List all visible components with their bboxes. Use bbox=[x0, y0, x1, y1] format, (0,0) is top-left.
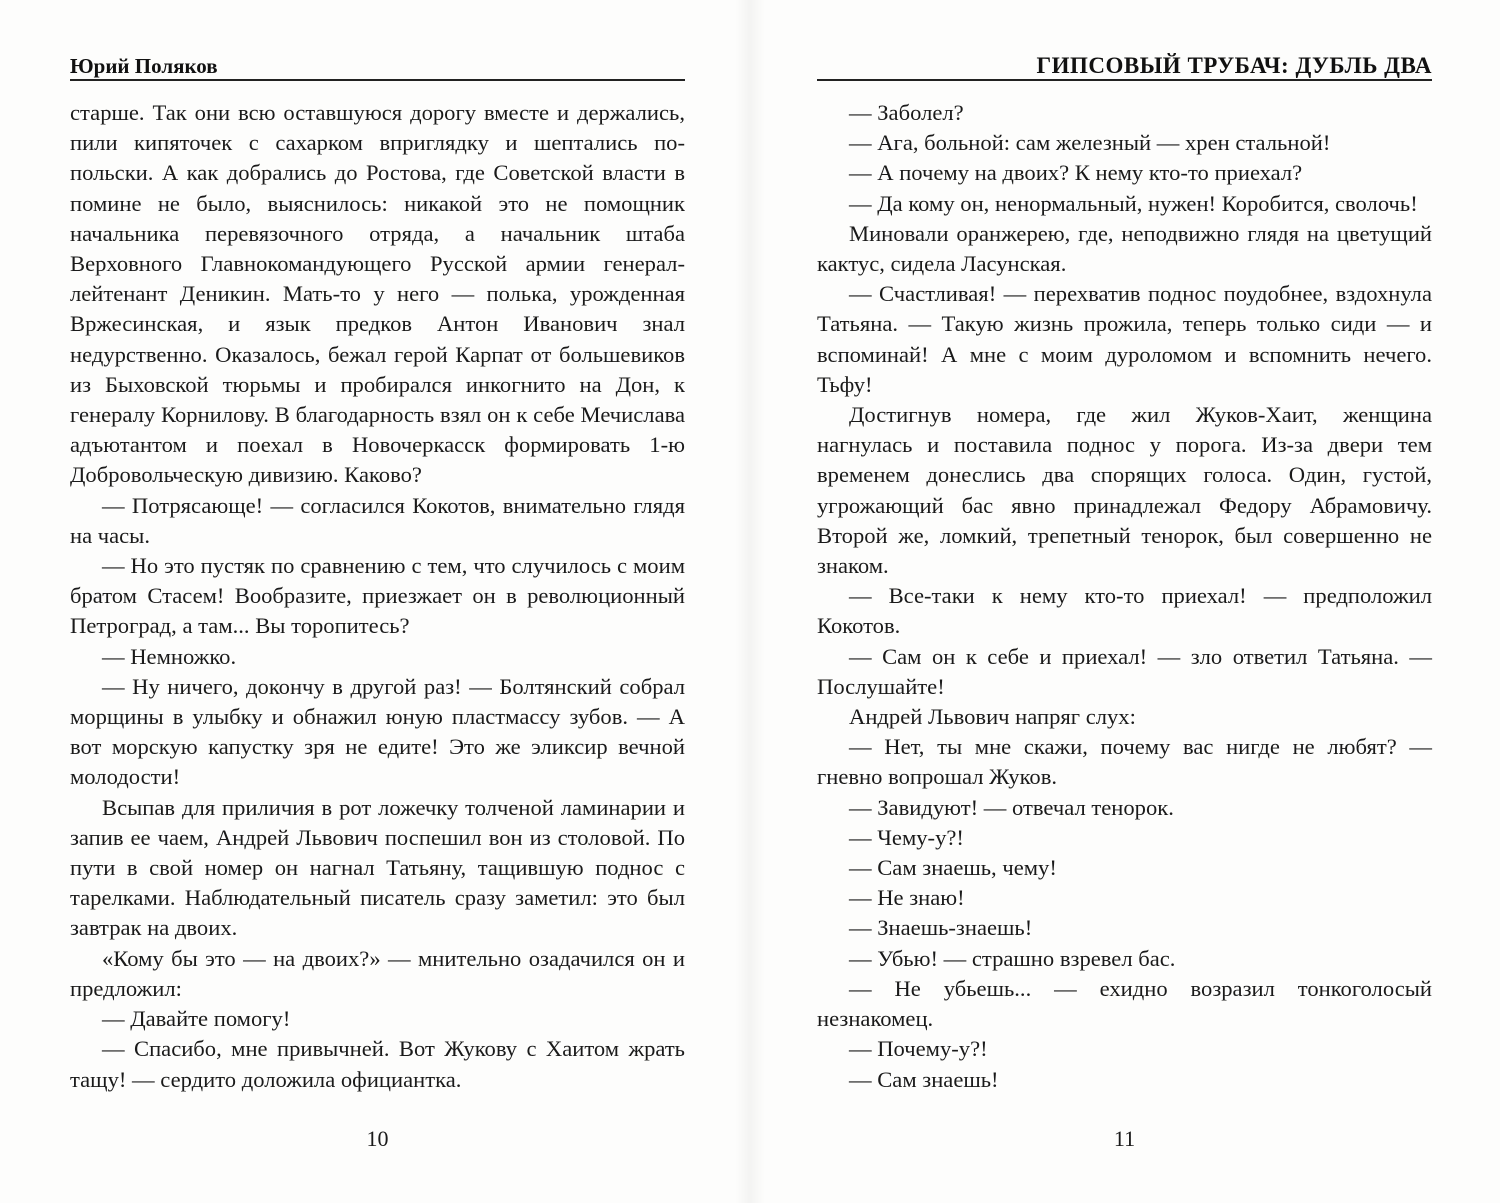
gutter-shadow bbox=[735, 0, 765, 1203]
left-running-head: Юрий Поляков bbox=[70, 54, 685, 81]
paragraph: — Нет, ты мне скажи, почему вас нигде не любят? — гневно вопрошал Жуков. bbox=[817, 734, 1432, 790]
paragraph: Достигнув номера, где жил Жуков-Хаит, женщина нагнулась и поставила поднос у порога. Из-за двери тем временем донеслись два спорящих голоса. Один, густой, угрожающий бас явно принадлежал Федору Абрамовичу. Второй же, ломкий, трепетный тенорок, был совершенно не знаком. bbox=[817, 402, 1432, 579]
left-page-number: 10 bbox=[366, 1126, 389, 1151]
paragraph: — Почему-у?! bbox=[849, 1036, 988, 1062]
right-page bbox=[817, 0, 1432, 1203]
paragraph: «Кому бы это — на двоих?» — мнительно озадачился он и предложил: bbox=[70, 945, 685, 1001]
paragraph: старше. Так они всю оставшуюся дорогу вместе и держались, пили кипяточек с сахарком вприглядку и шептались по-польски. А как добрались до Ростова, где Советской власти в помине не было, выяснилось: никакой это не помощник начальника перевязочного отряда, а начальник штаба Верховного Главнокомандующего Русской армии генерал-лейтенант Деникин. Мать-то у него — полька, урожденная Вржесинская, и язык предков Антон Иванович знал недурственно. Оказалось, бежал герой Карпат от большевиков из Быховской тюрьмы и пробирался инкогнито на Дон, к генералу Корнилову. В благодарность взял он к себе Мечислава адъютантом и поехал в Новочеркасск формировать 1-ю Добровольческую дивизию. Каково? bbox=[70, 100, 685, 488]
paragraph: — Ага, больной: сам железный — хрен стальной! bbox=[849, 130, 1331, 156]
right-page-text bbox=[817, 98, 1432, 1095]
paragraph: — Знаешь-знаешь! bbox=[849, 915, 1033, 941]
left-page bbox=[70, 0, 685, 1203]
paragraph: — Сам знаешь, чему! bbox=[849, 855, 1057, 881]
paragraph: — Да кому он, ненормальный, нужен! Коробится, сволочь! bbox=[849, 190, 1418, 216]
paragraph: — Все-таки к нему кто-то приехал! — предположил Кокотов. bbox=[817, 583, 1432, 639]
paragraph: — Не знаю! bbox=[849, 885, 965, 911]
paragraph: — Счастливая! — перехватив поднос поудобнее, вздохнула Татьяна. — Такую жизнь прожила, теперь только сиди — и вспоминай! А мне с моим дуроломом и вспомнить нечего. Тьфу! bbox=[817, 281, 1432, 397]
paragraph: — Ну ничего, докончу в другой раз! — Болтянский собрал морщины в улыбку и обнажил юную пластмассу зубов. — А вот морскую капустку зря не едите! Это же эликсир вечной молодости! bbox=[70, 673, 685, 790]
paragraph: — Сам он к себе и приехал! — зло ответил Татьяна. — Послушайте! bbox=[817, 643, 1432, 699]
paragraph: — Давайте помогу! bbox=[102, 1006, 291, 1032]
paragraph: — Заболел? bbox=[849, 100, 964, 125]
paragraph: — А почему на двоих? К нему кто-то приехал? bbox=[849, 160, 1303, 186]
paragraph: Всыпав для приличия в рот ложечку толченой ламинарии и запив ее чаем, Андрей Львович поспешил вон из столовой. По пути в свой номер он нагнал Татьяну, тащившую поднос с тарелками. Наблюдательный писатель сразу заметил: это был завтрак на двоих. bbox=[70, 794, 685, 941]
right-page-number: 11 bbox=[1113, 1126, 1136, 1151]
paragraph: — Завидуют! — отвечал тенорок. bbox=[849, 794, 1174, 820]
paragraph: Андрей Львович напряг слух: bbox=[849, 704, 1136, 730]
paragraph: — Сам знаешь! bbox=[849, 1066, 999, 1092]
paragraph: — Но это пустяк по сравнению с тем, что случилось с моим братом Стасем! Вообразите, приезжает он в революционный Петроград, а там... Вы торопитесь? bbox=[70, 553, 685, 639]
paragraph: — Немножко. bbox=[102, 643, 237, 669]
paragraph: — Потрясающе! — согласился Кокотов, внимательно глядя на часы. bbox=[70, 492, 685, 548]
paragraph: — Чему-у?! bbox=[849, 824, 964, 850]
paragraph: Миновали оранжерею, где, неподвижно глядя на цветущий кактус, сидела Ласунская. bbox=[817, 220, 1432, 277]
paragraph: — Не убьешь... — ехидно возразил тонкоголосый незнакомец. bbox=[817, 975, 1432, 1032]
left-page-text bbox=[70, 98, 685, 1095]
paragraph: — Спасибо, мне привычней. Вот Жукову с Хаитом жрать тащу! — сердито доложила официантка. bbox=[70, 1036, 685, 1092]
paragraph: — Убью! — страшно взревел бас. bbox=[849, 945, 1176, 971]
right-running-head: ГИПСОВЫЙ ТРУБАЧ: ДУБЛЬ ДВА bbox=[817, 54, 1432, 81]
